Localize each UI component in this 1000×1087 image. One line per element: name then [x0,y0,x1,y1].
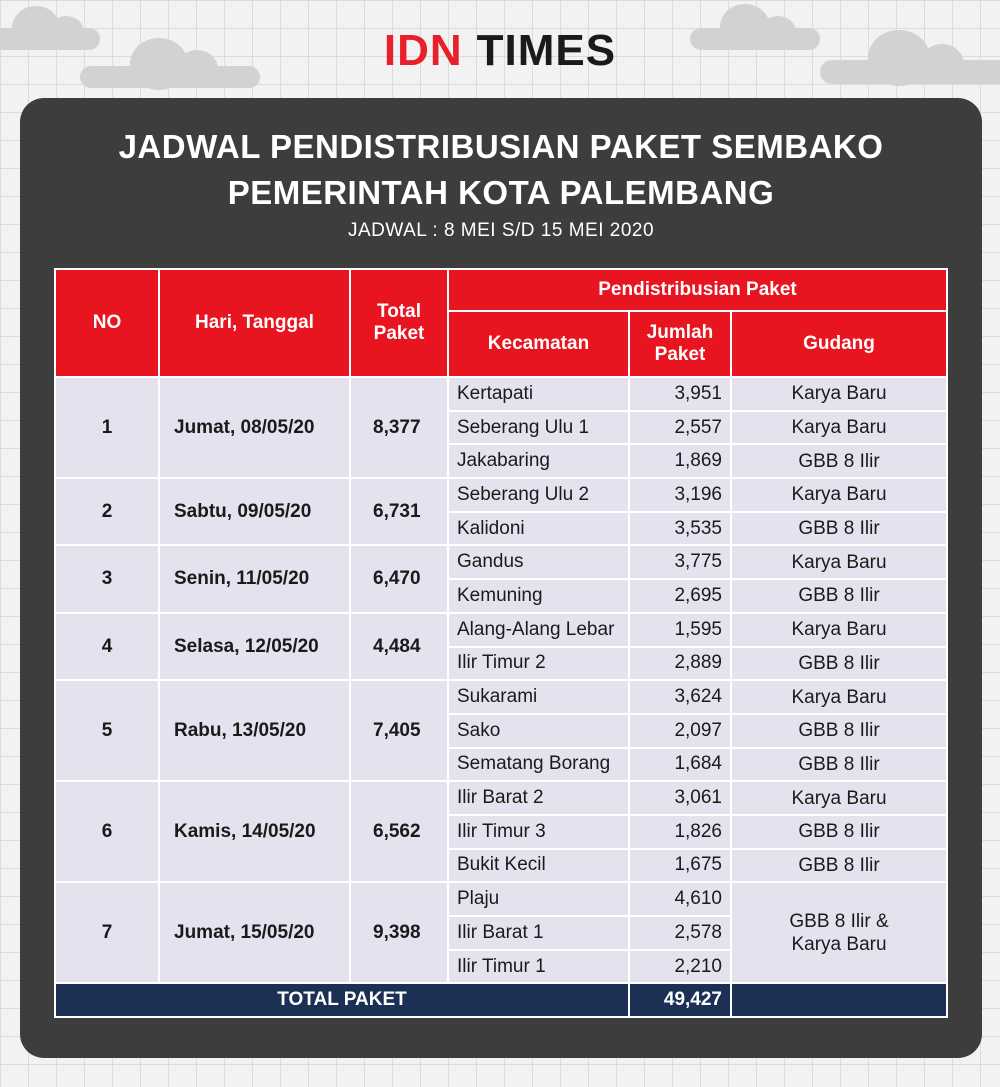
row-day: Selasa, 12/05/20 [159,613,350,680]
row-day: Jumat, 15/05/20 [159,882,350,983]
row-gudang: GBB 8 Ilir [731,579,947,613]
row-total: 6,470 [350,545,448,612]
header-day: Hari, Tanggal [159,269,350,377]
row-total: 4,484 [350,613,448,680]
row-gudang: Karya Baru [731,478,947,512]
total-row [55,983,947,1017]
row-no: 4 [55,613,159,680]
row-kecamatan: Seberang Ulu 1 [448,411,629,445]
row-no: 3 [55,545,159,612]
row-day: Kamis, 14/05/20 [159,781,350,882]
row-jumlah: 1,869 [629,444,731,478]
row-jumlah: 1,675 [629,849,731,883]
row-day: Sabtu, 09/05/20 [159,478,350,545]
brand-logo-times: TIMES [476,26,617,75]
row-gudang: GBB 8 Ilir [731,849,947,883]
header-distribution-group: Pendistribusian Paket [448,269,947,311]
distribution-table [54,268,948,1018]
row-gudang: Karya Baru [731,411,947,445]
header-total [350,269,448,377]
row-jumlah: 4,610 [629,882,731,916]
header-gudang: Gudang [731,311,947,377]
row-jumlah: 1,684 [629,748,731,782]
row-total: 9,398 [350,882,448,983]
row-day: Senin, 11/05/20 [159,545,350,612]
row-jumlah: 3,624 [629,680,731,714]
row-gudang: Karya Baru [731,680,947,714]
row-gudang-line1: GBB 8 Ilir & [789,910,889,932]
row-jumlah: 1,826 [629,815,731,849]
row-kecamatan: Sukarami [448,680,629,714]
brand-logo [0,26,1000,76]
row-gudang: GBB 8 Ilir [731,815,947,849]
table-row [55,680,947,714]
row-gudang-merged [731,882,947,983]
total-value: 49,427 [629,983,731,1017]
row-no: 1 [55,377,159,478]
row-jumlah: 2,097 [629,714,731,748]
row-kecamatan: Kemuning [448,579,629,613]
row-jumlah: 1,595 [629,613,731,647]
header-jumlah [629,311,731,377]
total-empty-cell [731,983,947,1017]
table-row [55,613,947,647]
row-jumlah: 3,061 [629,781,731,815]
header-no: NO [55,269,159,377]
header-jumlah-line2: Paket [654,344,706,365]
header-kecamatan: Kecamatan [448,311,629,377]
schedule-period: JADWAL : 8 MEI S/D 15 MEI 2020 [347,220,655,241]
row-kecamatan: Ilir Timur 2 [448,647,629,681]
row-kecamatan: Seberang Ulu 2 [448,478,629,512]
row-kecamatan: Sako [448,714,629,748]
row-gudang: GBB 8 Ilir [731,444,947,478]
row-kecamatan: Ilir Barat 1 [448,916,629,950]
row-kecamatan: Kertapati [448,377,629,411]
row-jumlah: 2,210 [629,950,731,984]
total-label: TOTAL PAKET [55,983,629,1017]
row-total: 8,377 [350,377,448,478]
brand-logo-idn: IDN [383,26,463,75]
header-jumlah-line1: Jumlah [646,322,714,343]
row-jumlah: 2,557 [629,411,731,445]
table-row [55,377,947,411]
row-kecamatan: Sematang Borang [448,748,629,782]
row-gudang: Karya Baru [731,377,947,411]
row-no: 2 [55,478,159,545]
header-total-line1: Total [377,301,421,322]
row-total: 6,562 [350,781,448,882]
row-kecamatan: Jakabaring [448,444,629,478]
row-gudang: GBB 8 Ilir [731,714,947,748]
row-no: 6 [55,781,159,882]
row-jumlah: 3,951 [629,377,731,411]
row-no: 5 [55,680,159,781]
row-kecamatan: Alang-Alang Lebar [448,613,629,647]
page-title: JADWAL PENDISTRIBUSIAN PAKET SEMBAKO [118,128,884,165]
row-kecamatan: Ilir Timur 1 [448,950,629,984]
table-row [55,882,947,916]
table-row [55,781,947,815]
row-gudang: Karya Baru [731,545,947,579]
row-kecamatan: Kalidoni [448,512,629,546]
row-kecamatan: Ilir Barat 2 [448,781,629,815]
row-gudang: GBB 8 Ilir [731,512,947,546]
row-jumlah: 3,775 [629,545,731,579]
table-row [55,478,947,512]
row-jumlah: 2,695 [629,579,731,613]
row-no: 7 [55,882,159,983]
row-gudang: GBB 8 Ilir [731,748,947,782]
row-kecamatan: Plaju [448,882,629,916]
row-gudang-line2: Karya Baru [791,933,887,955]
row-jumlah: 3,535 [629,512,731,546]
row-kecamatan: Bukit Kecil [448,849,629,883]
row-gudang: Karya Baru [731,613,947,647]
page-title-line2: PEMERINTAH KOTA PALEMBANG [227,174,775,211]
row-jumlah: 3,196 [629,478,731,512]
row-total: 7,405 [350,680,448,781]
header-total-line2: Paket [373,323,425,344]
table-row [55,545,947,579]
row-day: Rabu, 13/05/20 [159,680,350,781]
row-kecamatan: Gandus [448,545,629,579]
row-day: Jumat, 08/05/20 [159,377,350,478]
row-total: 6,731 [350,478,448,545]
row-jumlah: 2,578 [629,916,731,950]
row-jumlah: 2,889 [629,647,731,681]
row-gudang: Karya Baru [731,781,947,815]
row-gudang: GBB 8 Ilir [731,647,947,681]
row-kecamatan: Ilir Timur 3 [448,815,629,849]
